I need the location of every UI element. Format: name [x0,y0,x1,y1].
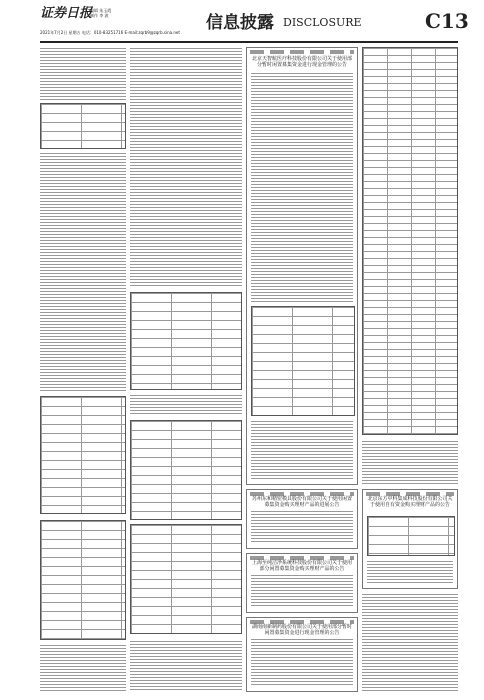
column-1-table-top [40,103,126,149]
notice-1-body-end [251,420,353,480]
notice-1-body [251,72,353,302]
page-header [0,0,484,44]
notice-3-table [367,516,455,556]
notice-1-meta [250,50,354,54]
column-1-table-extra [40,520,126,640]
notice-4-box [246,553,358,613]
notice-2-title: 苏州东和精密模具股份有限公司关于使用闲置募集资金购买理财产品的进展公告 [251,496,352,508]
column-2-text-end [130,640,242,692]
notice-3-title: 北京东方中科集成科技股份有限公司关于使用自有资金购买理财产品的公告 [367,496,453,508]
notice-3-body [367,560,453,584]
notice-3-box [362,489,458,589]
section-title: 信息披露 [206,13,274,33]
column-4-table [362,47,458,435]
editor-line: 编辑 朱玉霞 [90,8,112,13]
column-2-table-2 [130,420,242,520]
column-2-table-3 [130,524,242,634]
column-1-text-end [40,644,126,692]
editor-info [90,8,111,18]
column-1-table-bottom [40,396,126,514]
notice-1-box [246,47,358,485]
column-2-text-2 [130,394,242,416]
notice-5-body [251,638,353,687]
date-phone-line [40,30,180,36]
column-1-text [40,47,126,102]
notice-4-body [251,574,353,608]
notice-4-title: 上海至纯洁净系统科技股份有限公司关于使用部分闲置募集资金购买理财产品的公告 [251,560,352,572]
notice-2-body [251,510,353,544]
column-4-text [362,440,458,485]
column-1-text-mid [40,152,126,392]
page-number: C13 [425,9,469,33]
notice-5-box [246,617,358,692]
notice-2-box [246,489,358,549]
column-4-text-lower [362,593,458,692]
section-subtitle: DISCLOSURE [283,16,362,29]
column-2-text [130,47,242,287]
column-2-table-1 [130,292,242,390]
notice-1-table [251,306,355,416]
masthead-logo: 证券日报 [40,6,93,21]
producer-line: 制作 李 波 [90,13,109,18]
header-rule [40,41,458,43]
notice-1-title: 北京天智航医疗科技股份有限公司关于使用部分暂时闲置募集资金进行现金管理的公告 [251,56,352,68]
notice-5-title: 湖南南新制药股份有限公司关于使用部分暂时闲置募集资金进行现金管理的公告 [251,624,352,636]
contact-text: 电话：010-83251716 E-mail:zqrb9@zqrb.sina.net [81,30,180,35]
date-text: 2021年7月2日 星期五 [40,30,81,35]
